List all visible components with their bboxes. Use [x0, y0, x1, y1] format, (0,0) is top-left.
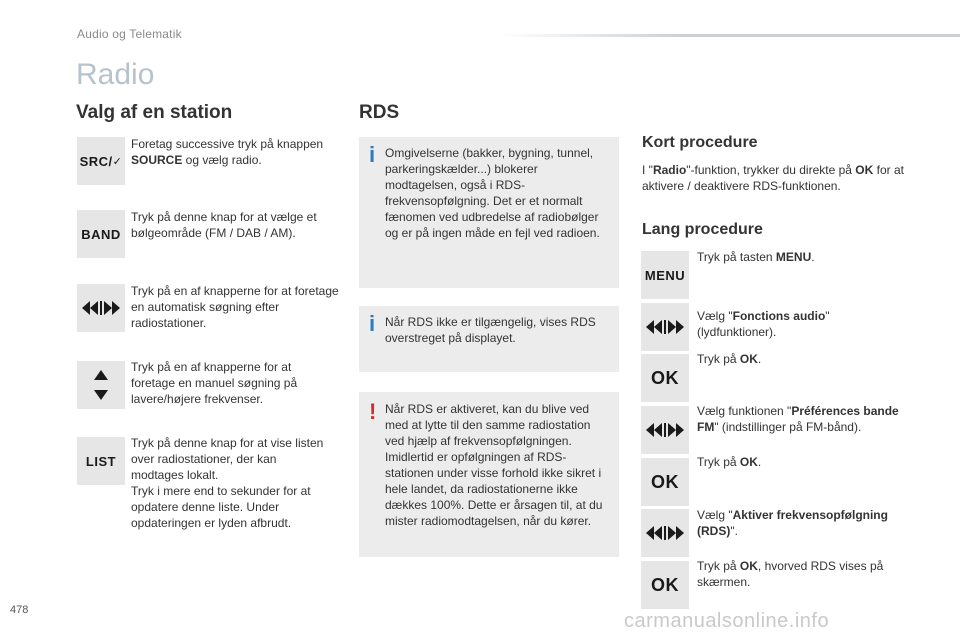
menu-button: MENU — [641, 251, 689, 299]
seek-arrows-icon — [641, 303, 689, 351]
valg-step-1-text: Foretag successive tryk på knappen SOURCE og vælg radio. — [131, 137, 324, 167]
info-icon: i — [369, 311, 376, 336]
lang-step-5-text: Tryk på OK. — [697, 455, 762, 469]
kort-text: I "Radio"-funktion, trykker du direkte på OK for at aktivere / deaktivere RDS-funktionen. — [642, 163, 904, 193]
lang-heading: Lang procedure — [642, 221, 763, 238]
src-mark-icon: ✓ — [112, 155, 123, 168]
seek-arrows-icon-svg — [643, 422, 687, 438]
valg-heading: Valg af en station — [76, 102, 233, 123]
lang-step-4-text: Vælg funktionen "Préférences bande FM" (indstillinger på FM-bånd). — [697, 404, 899, 434]
lang-step-7-text: Tryk på OK, hvorved RDS vises på skærmen. — [697, 559, 884, 589]
lang-step-2-text: Vælg "Fonctions audio" (lydfunktioner). — [697, 309, 830, 339]
rds-heading: RDS — [359, 102, 400, 123]
up-down-arrows-icon — [77, 361, 125, 409]
ok-button: OK — [641, 354, 689, 402]
rds-note-2: i Når RDS ikke er tilgængelig, vises RDS overstreget på displayet. — [359, 306, 619, 372]
info-icon: i — [369, 142, 376, 167]
lang-step-6-text: Vælg "Aktiver frekvensopfølgning (RDS)". — [697, 508, 888, 538]
valg-step-2-text: Tryk på denne knap for at vælge et bølgeområde (FM / DAB / AM). — [131, 210, 317, 240]
seek-arrows-icon — [641, 406, 689, 454]
page-title: Radio — [76, 58, 155, 91]
band-button: BAND — [77, 210, 125, 258]
src-button-label: SRC/ — [79, 153, 113, 169]
ok-button: OK — [641, 458, 689, 506]
section-header: Audio og Telematik — [77, 27, 182, 41]
rds-note-1: i Omgivelserne (bakker, bygning, tunnel, parkeringskælder...) blokerer modtagelsen, også i RDS-frekvensopfølgning. Det er et normalt fænomen ved udbredelse af radiobølger og er på ingen måde en fejl ved radioen. — [359, 137, 619, 288]
lang-step-3-text: Tryk på OK. — [697, 352, 762, 366]
src-button — [77, 137, 125, 185]
valg-step-4-text: Tryk på en af knapperne for at foretage en manuel søgning på lavere/højere frekvenser. — [131, 360, 298, 406]
header-divider — [498, 34, 960, 37]
watermark: carmanualsonline.info — [624, 610, 830, 632]
seek-arrows-icon-svg — [79, 300, 123, 316]
ok-button: OK — [641, 561, 689, 609]
rds-note-3: ! Når RDS er aktiveret, kan du blive ved med at lytte til den samme radiostation ved hjælp af frekvensopfølgningen. Imidlertid er opfølgningen af RDS-stationen under visse forhold ikke sikret i hele landet, da radiostationerne ikke dækkes 100%. Dette er årsagen til, at du mister radiomodtagelsen, når du kører. — [359, 392, 619, 557]
valg-step-3-text: Tryk på en af knapperne for at foretage en automatisk søgning efter radiostationer. — [131, 284, 339, 330]
valg-step-5-text: Tryk på denne knap for at vise listen over radiostationer, der kan modtages lokalt. Tryk i mere end to sekunder for at opdatere denne liste. Under opdateringen er lyden afbrudt. — [131, 436, 324, 530]
seek-arrows-icon-svg — [643, 319, 687, 335]
page-number: 478 — [10, 604, 29, 616]
lang-step-1-text: Tryk på tasten MENU. — [697, 250, 815, 264]
up-down-arrows-icon-svg — [93, 369, 109, 401]
warning-icon: ! — [369, 399, 377, 424]
list-button: LIST — [77, 437, 125, 485]
kort-heading: Kort procedure — [642, 134, 758, 151]
seek-arrows-icon — [77, 284, 125, 332]
seek-arrows-icon-svg — [643, 525, 687, 541]
seek-arrows-icon — [641, 509, 689, 557]
